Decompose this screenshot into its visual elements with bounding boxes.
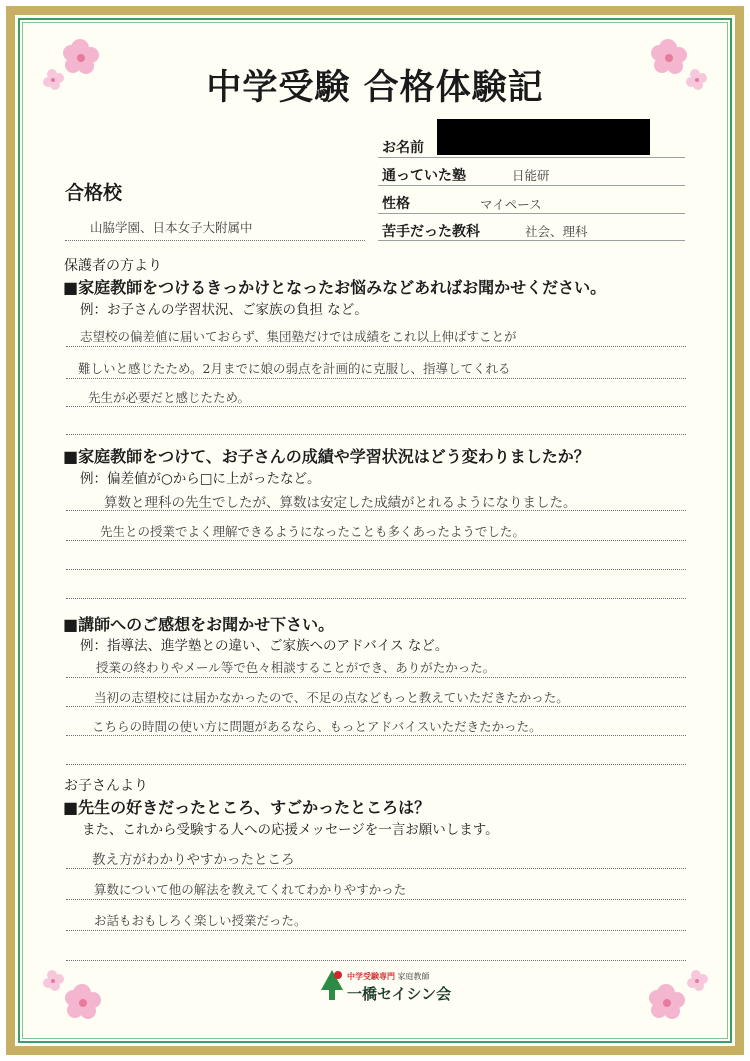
answer-rule: [66, 346, 686, 347]
answer-rule: [66, 406, 686, 407]
answer-rule: [66, 569, 686, 570]
answer-rule: [66, 434, 686, 435]
answer-rule: [66, 677, 686, 678]
answer-4-line: お話もおもしろく楽しい授業だった。: [94, 913, 307, 928]
answer-3-line: こちらの時間の使い方に問題があるなら、もっとアドバイスいただきたかった。: [92, 719, 542, 734]
child-heading: お子さんより: [64, 778, 148, 794]
answer-rule: [66, 764, 686, 765]
logo-name: 一橋セイシン会: [347, 985, 452, 1003]
logo-tagline-red: 中学受験専門: [347, 972, 395, 981]
answer-3-line: 授業の終わりやメール等で色々相談することができ、ありがたかった。: [96, 660, 496, 675]
answer-2-line: 算数と理科の先生でしたが、算数は安定した成績がとれるようになりました。: [104, 495, 577, 511]
answer-4-line: 教え方がわかりやすかったところ: [92, 852, 295, 868]
logo-tagline-dark: 家庭教師: [397, 972, 430, 981]
flower-icon: [640, 965, 710, 1025]
answer-1-line: 先生が必要だと感じたため。: [88, 390, 251, 405]
answer-rule: [66, 706, 686, 707]
tree-logo-icon: [319, 968, 345, 1002]
page-title: 中学受験 合格体験記: [206, 68, 544, 108]
name-label: お名前: [382, 140, 424, 156]
personality-value: マイペース: [480, 197, 542, 212]
logo-tagline: [347, 971, 430, 982]
flower-icon: [40, 965, 110, 1025]
question-2: ■家庭教師をつけて、お子さんの成績や学習状況はどう変わりましたか？: [63, 447, 590, 466]
answer-1-line: 志望校の偏差値に届いておらず、集団塾だけでは成績をこれ以上伸ばすことが: [80, 329, 517, 344]
answer-rule: [66, 868, 686, 869]
answer-rule: [66, 378, 686, 379]
juku-value: 日能研: [512, 168, 550, 183]
question-4: ■先生の好きだったところ、すごかったところは？: [63, 798, 431, 817]
question-1: ■家庭教師をつけるきっかけとなったお悩みなどあればお聞かせください。: [63, 278, 607, 297]
juku-label: 通っていた塾: [382, 168, 466, 184]
answer-1-line: 難しいと感じたため。2月までに娘の弱点を計画的に克服し、指導してくれる: [78, 361, 511, 376]
schools-value: 山脇学園、日本女子大附属中: [90, 220, 253, 235]
answer-2-line: 先生との授業でよく理解できるようになったことも多くあったようでした。: [100, 524, 525, 539]
answer-3-line: 当初の志望校には届かなかったので、不足の点などもっと教えていただきたかった。: [94, 690, 569, 705]
weak-subject-value: 社会、理科: [525, 224, 588, 239]
answer-rule: [66, 735, 686, 736]
parents-heading: 保護者の方より: [64, 258, 162, 274]
weak-subject-label: 苦手だった教科: [382, 224, 480, 240]
example-1: 例：お子さんの学習状況、ご家族の負担 など。: [80, 302, 368, 318]
question-4-sub: また、これから受験する人への応援メッセージを一言お願いします。: [82, 822, 499, 838]
schools-rule: [65, 240, 365, 241]
profile-rule: [378, 157, 685, 158]
redacted-name: [437, 119, 650, 155]
answer-rule: [66, 510, 686, 511]
profile-rule: [378, 213, 685, 214]
answer-rule: [66, 899, 686, 900]
example-2: 例：偏差値が○から□に上がったなど。: [80, 471, 321, 487]
answer-rule: [66, 540, 686, 541]
example-3: 例：指導法、進学塾との違い、ご家族へのアドバイス など。: [80, 638, 449, 654]
personality-label: 性格: [382, 196, 410, 212]
answer-rule: [66, 598, 686, 599]
question-3: ■講師へのご感想をお聞かせ下さい。: [63, 615, 335, 634]
schools-label: 合格校: [65, 182, 123, 204]
answer-4-line: 算数について他の解法を教えてくれてわかりやすかった: [94, 882, 407, 897]
profile-rule: [378, 185, 685, 186]
profile-rule: [378, 240, 685, 241]
answer-rule: [66, 930, 686, 931]
answer-rule: [66, 960, 686, 961]
